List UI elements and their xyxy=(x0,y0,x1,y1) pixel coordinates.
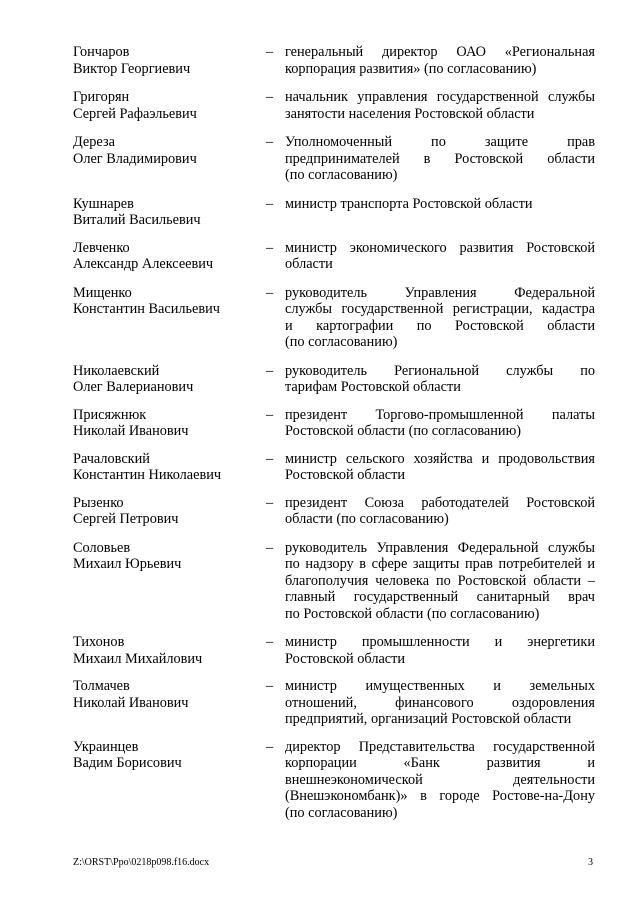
member-given-names: Олег Владимирович xyxy=(73,150,197,167)
position-line: министр экономического развития Ростовской xyxy=(285,239,595,256)
member-row xyxy=(73,285,595,351)
member-name xyxy=(73,634,263,667)
member-position xyxy=(285,495,595,528)
member-given-names: Сергей Рафаэльевич xyxy=(73,105,197,122)
member-given-names: Олег Валерианович xyxy=(73,379,194,395)
member-given-names: Вадим Борисович xyxy=(73,755,182,771)
position-line: президент Торгово-промышленной палаты xyxy=(285,406,595,423)
member-position xyxy=(285,240,595,273)
member-row xyxy=(73,134,595,184)
member-name xyxy=(73,240,263,273)
dash-separator: – xyxy=(266,195,274,212)
member-given-names: Виктор Георгиевич xyxy=(73,60,191,77)
member-row xyxy=(73,739,595,822)
position-line: руководитель Управления Федеральной службы xyxy=(285,539,595,556)
position-line: начальник управления государственной службы xyxy=(285,89,595,105)
position-line: Ростовской области xyxy=(285,467,406,483)
position-line: службы государственной регистрации, кадастра xyxy=(285,301,595,317)
member-row xyxy=(73,407,595,440)
position-line: руководитель Региональной службы по xyxy=(285,362,595,379)
dash-separator: – xyxy=(266,494,274,511)
member-row xyxy=(73,495,595,528)
member-name xyxy=(73,540,263,573)
member-row xyxy=(73,196,595,229)
member-surname: Присяжнюк xyxy=(73,406,147,423)
position-line: (по согласованию) xyxy=(285,804,398,821)
position-line: тарифам Ростовской области xyxy=(285,379,461,395)
footer-file-path: Z:\ORST\Ppo\0218p098.f16.docx xyxy=(73,857,210,868)
page-number: 3 xyxy=(588,857,593,868)
member-given-names: Михаил Михайлович xyxy=(73,650,203,667)
member-name xyxy=(73,739,263,772)
position-line: занятости населения Ростовской области xyxy=(285,105,535,122)
member-position xyxy=(285,634,595,667)
position-line: предприятий, организаций Ростовской области xyxy=(285,711,572,727)
member-given-names: Николай Иванович xyxy=(73,694,189,711)
member-surname: Кушнарев xyxy=(73,195,134,212)
member-row xyxy=(73,363,595,396)
member-position xyxy=(285,407,595,440)
member-name xyxy=(73,89,263,122)
member-surname: Украинцев xyxy=(73,738,139,755)
position-line: по Ростовской области (по согласованию) xyxy=(285,605,540,622)
position-line: директор Представительства государственной xyxy=(285,738,595,755)
member-surname: Рачаловский xyxy=(73,450,150,467)
member-row xyxy=(73,678,595,728)
position-line: благополучия человека по Ростовской области – xyxy=(285,572,595,589)
member-surname: Толмачев xyxy=(73,678,130,694)
position-line: президент Союза работодателей Ростовской xyxy=(285,494,595,511)
member-given-names: Николай Иванович xyxy=(73,423,189,439)
position-line: отношений, финансового оздоровления xyxy=(285,694,595,711)
dash-separator: – xyxy=(266,134,274,150)
position-line: (по согласованию) xyxy=(285,334,398,350)
member-row xyxy=(73,634,595,667)
member-surname: Тихонов xyxy=(73,634,125,650)
member-name xyxy=(73,407,263,440)
member-position xyxy=(285,196,595,213)
member-name xyxy=(73,678,263,711)
member-position xyxy=(285,678,595,728)
position-line: внешнеэкономической деятельности xyxy=(285,771,595,788)
member-name xyxy=(73,196,263,229)
dash-separator: – xyxy=(266,44,274,60)
position-line: министр имущественных и земельных xyxy=(285,678,595,694)
member-position xyxy=(285,44,595,77)
dash-separator: – xyxy=(266,239,274,256)
position-line: области (по согласованию) xyxy=(285,511,449,527)
member-position xyxy=(285,451,595,484)
member-given-names: Константин Васильевич xyxy=(73,301,220,317)
dash-separator: – xyxy=(266,362,274,379)
member-surname: Мищенко xyxy=(73,284,132,301)
member-surname: Григорян xyxy=(73,89,130,105)
member-surname: Соловьев xyxy=(73,539,131,556)
position-line: Ростовской области (по согласованию) xyxy=(285,423,522,439)
position-line: по надзору в сфере защиты прав потребителей и xyxy=(285,556,595,572)
member-row xyxy=(73,89,595,122)
member-name xyxy=(73,285,263,318)
position-line: корпорация развития» (по согласованию) xyxy=(285,60,537,77)
position-line: предпринимателей в Ростовской области xyxy=(285,150,595,167)
member-position xyxy=(285,285,595,351)
member-name xyxy=(73,495,263,528)
member-position xyxy=(285,134,595,184)
member-surname: Левченко xyxy=(73,239,130,256)
member-given-names: Сергей Петрович xyxy=(73,511,179,527)
member-surname: Гончаров xyxy=(73,44,130,60)
member-name xyxy=(73,451,263,484)
member-row xyxy=(73,451,595,484)
position-line: главный государственный санитарный врач xyxy=(285,589,595,605)
member-given-names: Константин Николаевич xyxy=(73,467,222,483)
dash-separator: – xyxy=(266,539,274,556)
member-given-names: Александр Алексеевич xyxy=(73,256,214,272)
member-given-names: Виталий Васильевич xyxy=(73,212,201,228)
member-position xyxy=(285,363,595,396)
member-position xyxy=(285,540,595,623)
dash-separator: – xyxy=(266,738,274,755)
member-name xyxy=(73,44,263,77)
member-name xyxy=(73,363,263,396)
dash-separator: – xyxy=(266,634,274,650)
member-row xyxy=(73,44,595,77)
dash-separator: – xyxy=(266,406,274,423)
member-surname: Рызенко xyxy=(73,494,124,511)
position-line: и картографии по Ростовской области xyxy=(285,317,595,334)
dash-separator: – xyxy=(266,678,274,694)
member-position xyxy=(285,89,595,122)
member-surname: Николаевский xyxy=(73,362,160,379)
member-position xyxy=(285,739,595,822)
member-name xyxy=(73,134,263,167)
position-line: министр транспорта Ростовской области xyxy=(285,195,533,212)
dash-separator: – xyxy=(266,450,274,467)
dash-separator: – xyxy=(266,89,274,105)
position-line: министр сельского хозяйства и продовольствия xyxy=(285,450,595,467)
position-line: (Внешэкономбанк)» в городе Ростове-на-Дону xyxy=(285,788,595,804)
member-surname: Дереза xyxy=(73,134,115,150)
position-line: Ростовской области xyxy=(285,650,406,667)
position-line: корпорации «Банк развития и xyxy=(285,755,595,771)
dash-separator: – xyxy=(266,284,274,301)
position-line: Уполномоченный по защите прав xyxy=(285,134,595,150)
position-line: министр промышленности и энергетики xyxy=(285,634,595,650)
position-line: генеральный директор ОАО «Региональная xyxy=(285,44,595,60)
position-line: (по согласованию) xyxy=(285,167,398,183)
member-row xyxy=(73,240,595,273)
position-line: области xyxy=(285,256,333,272)
member-given-names: Михаил Юрьевич xyxy=(73,556,182,572)
member-row xyxy=(73,540,595,623)
position-line: руководитель Управления Федеральной xyxy=(285,284,595,301)
member-list xyxy=(73,44,595,821)
